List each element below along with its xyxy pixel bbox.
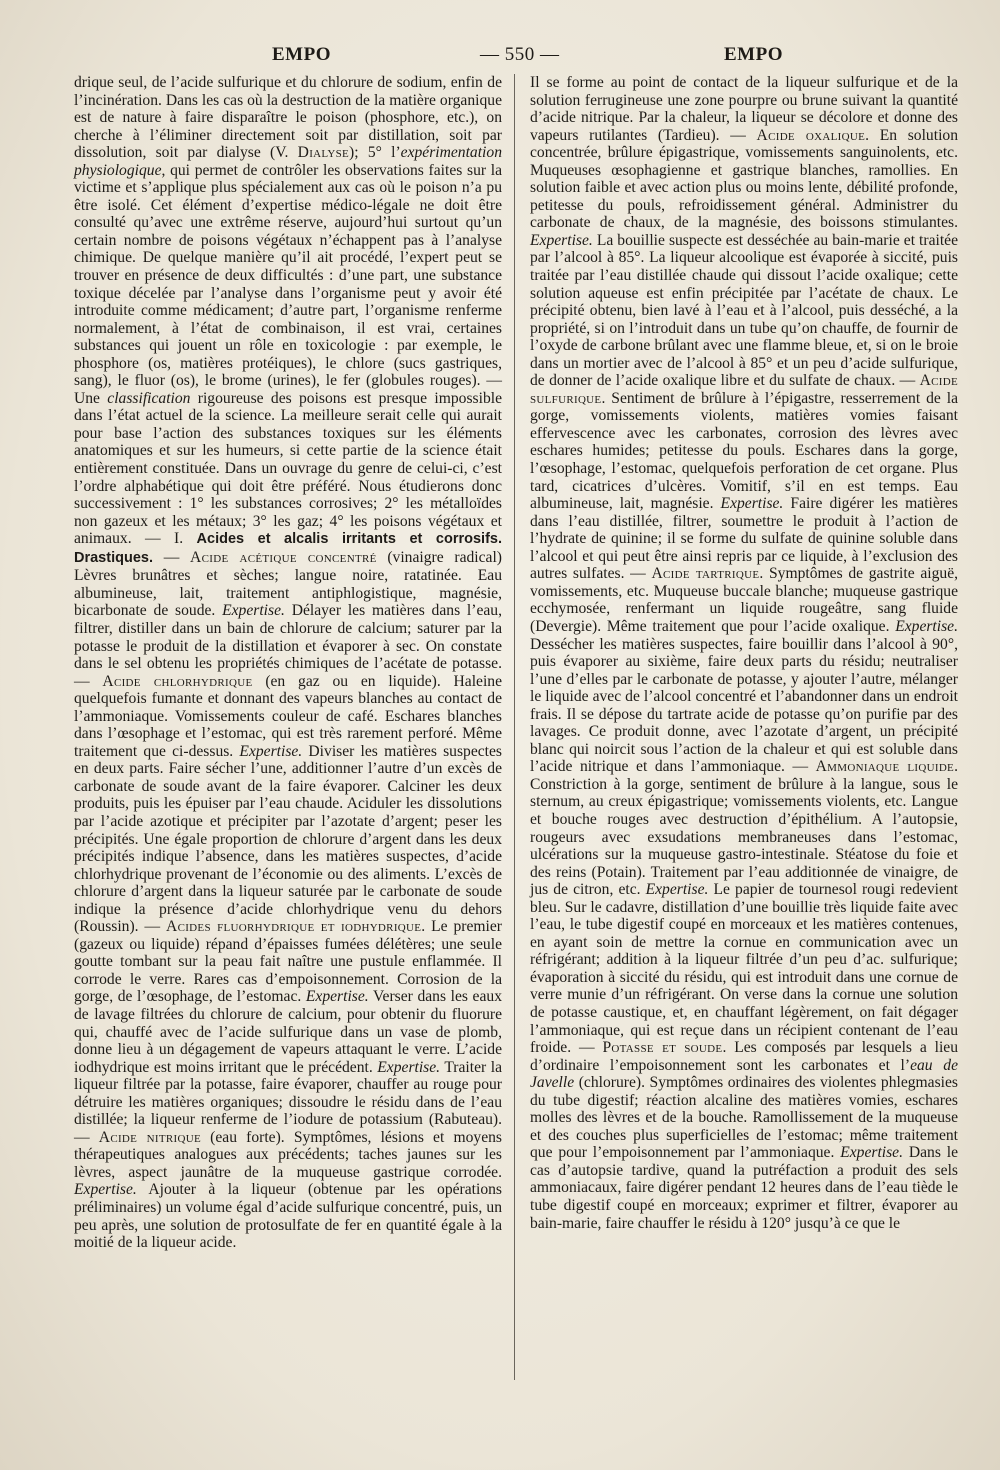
entry-acide-acetique: Acide acétique concentré — [190, 548, 377, 566]
entry-acide-oxalique: Acide oxalique — [756, 126, 866, 144]
column-divider — [514, 74, 515, 1380]
section-heading: Acides et alcalis irritants et corrosifs. Drastiques. — [74, 531, 502, 566]
entry-potasse-soude: Potasse et soude — [602, 1039, 723, 1057]
entry-ammoniaque-liquide: Ammoniaque liquide — [815, 758, 955, 776]
left-column-paragraph: drique seul, de l’acide sulfurique et du chlorure de sodium, enfin de l’incinération. Dans les cas où la destruction de la matière organique est de nature à faire disparaître le poison (phosphore, etc.), on cherche à l’éliminer directement soit par distillation, soit par dissolution, soit par dialyse (V. Dialyse); 5° l’expérimentation physiologique, qui permet de contrôler les observations faites sur la victime et s’applique plus spécialement aux cas où le poison n’a pu être isolé. Cet élément d’expertise médico-légale ne doit être consulté qu’avec une extrême réserve, aujourd’hui surtout qu’un certain nombre de poisons végétaux n’échappent pas à l’analyse chimique. De quelque manière qu’il ait procédé, l’expert peut se trouver en présence de deux difficultés : d’une part, une substance toxique décelée par l’analyse dans l’organisme peut y avoir été introduite comme médicament; d’autre part, l’organisme renferme normalement, à l’état de combinaison, il est vrai, certaines substances qui jouent un rôle en toxicologie : par exemple, le phosphore (os, matières protéiques), le chlore (sucs gastriques, sang), le fluor (os), le brome (urines), le fer (globules rouges). — Une classification rigoureuse des poisons est presque impossible dans l’état actuel de la science. La meilleure serait celle qui aurait pour base l’action des substances toxiques sur les éléments anatomiques et sur les humeurs, si cette partie de la science était entièrement constituée. Dans un ouvrage du genre de celui-ci, c’est l’ordre alphabétique qui doit être préféré. Nous étudierons donc successivement : 1° les substances corrosives; 2° les métalloïdes non gazeux et les métaux; 3° les gaz; 4° les poisons végétaux et animaux. — I. Acides et alcalis irritants et corrosifs. Drastiques. — Acide acétique concentré (vinaigre radical) Lèvres brunâtres et sèches; langue noire, ratatinée. Eau albumineuse, lait, traitement antiphlogistique, magnésie, bicarbonate de soude. Expertise. Délayer les matières dans l’eau, filtrer, distiller dans un bain de chlorure de calcium; saturer par la potasse le produit de la distillation et évaporer à sec. On constate dans le sel obtenu les propriétés chimiques de l’acétate de potasse. — Acide chlorhydrique (en gaz ou en liquide). Haleine quelquefois fumante et donnant des vapeurs blanches au contact de l’ammoniaque. Vomissements couleur de café. Eschares blanches dans l’œsophage et l’estomac, qui est très rarement perforé. Même traitement que ci-dessus. Expertise. Diviser les matières suspectes en deux parts. Faire sécher l’une, additionner l’autre d’un excès de carbonate de soude avant de la faire évaporer. Calciner les deux produits, puis les épuiser par l’eau chaude. Aciduler les dissolutions par l’acide azotique et précipiter par l’azotate d’argent; peser les précipités. Une égale proportion de chlorure d’argent dans les deux précipités indique l’absence, dans les matières suspectes, d’acide chlorhydrique provenant de l’économie ou des aliments. L’excès de chlorure d’argent dans la liqueur saturée par le carbonate de soude indique la présence d’acide chlorhydrique venu du dehors (Roussin). — Acides fluorhydrique et iodhydrique. Le premier (gazeux ou liquide) répand d’épaisses fumées délétères; une seule goutte tombant sur la peau fait naître une pustule enflammée. Il corrode le verre. Rares cas d’empoisonnement. Corrosion de la gorge, de l’œsophage, de l’estomac. Expertise. Verser dans les eaux de lavage filtrées du chlorure de calcium, pour obtenir du fluorure qui, chauffé avec de l’acide sulfurique dans un vase de plomb, donne lieu à un dégagement de vapeurs attaquant le verre. L’acide iodhydrique est moins irritant que le précédent. Expertise. Traiter la liqueur filtrée par la potasse, faire évaporer, chauffer au rouge pour détruire les matières organiques; dissoudre le résidu dans de l’eau distillée; la liqueur renferme de l’iodure de potassium (Rabuteau). — Acide nitrique (eau forte). Symptômes, lésions et moyens thérapeutiques analogues aux précédents; taches jaunes sur les lèvres, aspect jaunâtre de la muqueuse gastrique corrodée. Expertise. Ajouter à la liqueur (obtenue par les opérations préliminaires) un volume égal d’acide sulfurique concentré, puis, un peu après, une solution de protosulfate de fer en quantité égale à la moitié de la liqueur acide. — [74, 74, 503, 1252]
running-head-left: EMPO — [272, 44, 331, 65]
page-number: — 550 — — [480, 44, 560, 65]
right-column — [530, 74, 958, 1232]
entry-acides-fluorhydrique-iodhydrique: Acides fluorhydrique et iodhydrique — [166, 918, 422, 936]
left-column — [74, 74, 502, 1252]
entry-acide-tartrique: Acide tartrique — [651, 565, 760, 583]
right-column-paragraph: Il se forme au point de contact de la liqueur sulfurique et de la solution ferrugineuse une zone pourpre ou brune suivant la quantité d’acide nitrique. Par la chaleur, la liqueur se décolore et donne des vapeurs rutilantes (Tardieu). — Acide oxalique. En solution concentrée, brûlure épigastrique, vomissements sanguinolents, etc. Muqueuses œsophagienne et gastrique blanches, ramollies. En solution faible et avec action plus ou moins lente, débilité profonde, petitesse du pouls, refroidissement général. Administrer du carbonate de chaux, de la magnésie, des boissons stimulantes. Expertise. La bouillie suspecte est desséchée au bain-marie et traitée par l’alcool à 85°. La liqueur alcoolique est évaporée à siccité, puis traitée par l’eau distillée chaude qui dissout l’acide oxalique; cette solution aqueuse est enfin précipitée par l’acétate de chaux. Le précipité obtenu, bien lavé à l’eau et à l’alcool, puis desséché, a la propriété, si on l’introduit dans un tube qu’on chauffe, de fournir de l’oxyde de carbone brûlant avec une flamme bleue, et, si on le broie dans un mortier avec de l’alcool à 85° et un peu d’acide sulfurique, de donner de l’acide oxalique libre et du sulfate de chaux. — Acide sulfurique. Sentiment de brûlure à l’épigastre, resserrement de la gorge, vomissements violents, matières vomies faisant effervescence avec les carbonates, corrosion des lèvres avec eschares humides; petitesse du pouls. Eschares dans la gorge, l’œsophage, l’estomac, quelquefois perforation de cet organe. Plus tard, cicatrices d’ulcères. Vomitif, s’il en est temps. Eau albumineuse, lait, magnésie. Expertise. Faire digérer les matières dans l’eau distillée, filtrer, soumettre le produit à l’action de l’hydrate de quinine; il se forme du sulfate de quinine soluble dans l’alcool et qui peut être ainsi repris par ce liquide, à l’exclusion des autres sulfates. — Acide tartrique. Symptômes de gastrite aiguë, vomissements, etc. Muqueuse buccale blanche; muqueuse gastrique ecchymosée, renfermant un liquide rougeâtre, sang fluide (Devergie). Même traitement que pour l’acide oxalique. Expertise. Dessécher les matières suspectes, faire bouillir dans l’alcool à 90°, puis évaporer au sixième, faire deux parts du résidu; neutraliser l’une d’elles par le carbonate de potasse, y ajouter l’autre, mélanger le liquide avec de l’alcool concentré et l’abandonner dans un endroit frais. Il se dépose du tartrate acide de potasse qu’on purifie par des lavages. Ce produit donne, avec l’azotate d’argent, un précipité blanc qui noircit sous l’action de la chaleur et qui est soluble dans l’acide nitrique et dans l’ammoniaque. — Ammoniaque liquide. Constriction à la gorge, sentiment de brûlure à la langue, sous le sternum, au creux épigastrique; vomissements violents, etc. Langue et bouche rouges avec destruction d’épithélium. A l’autopsie, rougeurs avec exsudations membraneuses dans l’estomac, ulcérations sur la muqueuse gastro-intestinale. Stéatose du foie et des reins (Potain). Traitement par l’eau additionnée de vinaigre, de jus de citron, etc. Expertise. Le papier de tournesol rougi redevient bleu. Sur le cadavre, distillation d’une bouillie très liquide faite avec l’eau, le tube digestif coupé en morceaux et les matières contenues, en ayant soin de mettre la cornue en communication avec un réfrigérant; addition à la liqueur filtrée d’un peu d’ac. sulfurique; évaporation à siccité du résidu, qui est introduit dans une cornue de verre munie d’un réfrigérant. On verse dans la cornue une solution de potasse caustique, et, en chauffant légèrement, on fait dégager l’ammoniaque, qui est reçue dans un récipient contenant de l’eau froide. — Potasse et soude. Les composés par lesquels a lieu d’ordinaire l’empoisonnement sont les carbonates et l’eau de Javelle (chlorure). Symptômes ordinaires des violentes phlegmasies du tube digestif; réaction alcaline des matières vomies, eschares molles des lèvres et de la bouche. Ramollissement de la muqueuse et des couches plus superficielles de l’estomac; même traitement que pour l’empoisonnement par l’ammoniaque. Expertise. Dans le cas d’autopsie tardive, quand la putréfaction a produit des sels ammoniacaux, faire digérer pendant 12 heures dans de l’eau tiède le tube digestif coupé en morceaux; exprimer et filtrer, évaporer au bain-marie, faire chauffer le résidu à 120° jusqu’à ce que le — [530, 74, 959, 1232]
entry-acide-chlorhydrique: Acide chlorhydrique — [102, 672, 253, 690]
running-head-right: EMPO — [724, 44, 783, 65]
entry-acide-sulfurique: Acide sulfurique — [530, 372, 958, 407]
entry-acide-nitrique: Acide nitrique — [98, 1128, 201, 1146]
